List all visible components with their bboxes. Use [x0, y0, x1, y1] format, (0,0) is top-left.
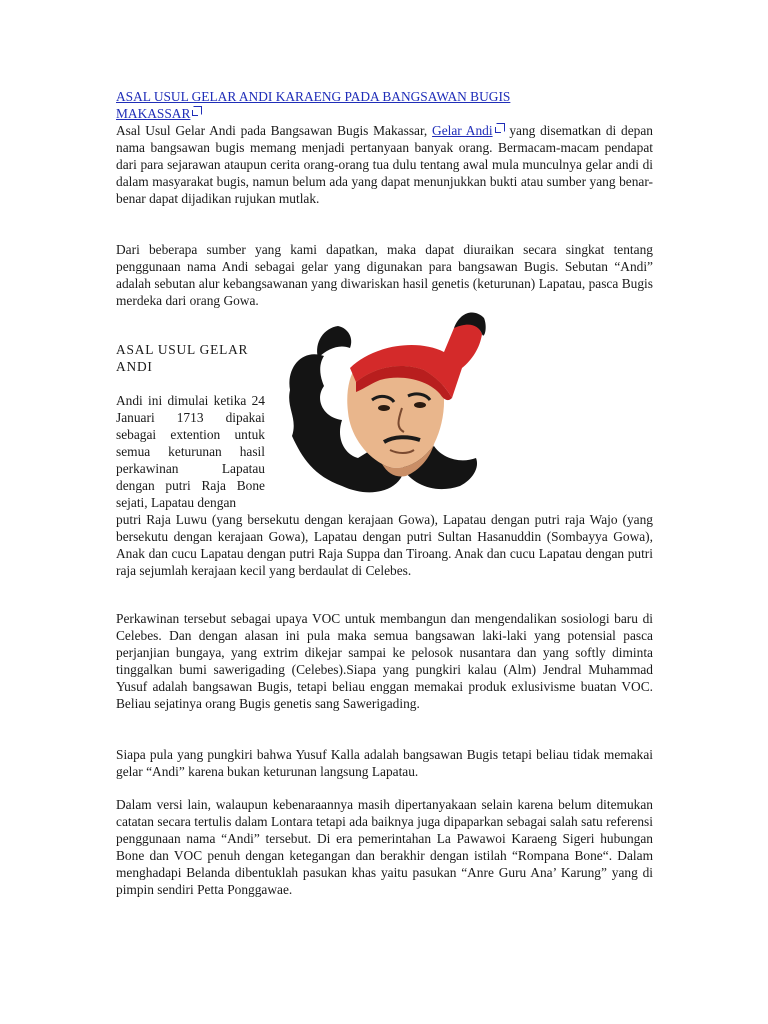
- sources-text: Dari beberapa sumber yang kami dapatkan, maka dapat diuraikan secara singkat tentang penggunaan nama Andi sebagai gelar yang digunakan para bangsawan Bugis. Sebutan “Andi” adalah sebutan alur kebangsawanan yang diwariskan hasil genetis (keturunan) Lapatau, pasca Bugis merdeka dari orang Gowa.: [116, 242, 653, 308]
- paragraph-versi-lain: [116, 796, 653, 898]
- paragraph-voc: [116, 610, 653, 712]
- lapatau-text: putri Raja Luwu (yang bersekutu dengan kerajaan Gowa), Lapatau dengan putri raja Wajo (yang bersekutu dengan kerajaan Gowa), Lapatau dengan putri Sultan Hasanuddin (Sombayya Gowa), Anak dan cucu Lapatau dengan putri Raja Suppa dan Tiroang. Anak dan cucu Lapatau dengan putri raja sejumlah kerajaan kecil yang berdaulat di Celebes.: [116, 512, 653, 578]
- article-title: [116, 88, 653, 122]
- intro-suffix: yang disematkan di depan nama bangsawan bugis memang menjadi pertanyaan banyak orang. Bermacam-macam pendapat dari para sejarawan ataupun cerita orang-orang tua dulu tentang awal mula munculnya gelar andi di dalam masyarakat bugis, namun belum ada yang dapat menunjukkan bukti atau sumber yang benar-benar dapat dijadikan rujukan mutlak.: [116, 123, 653, 206]
- title-link[interactable]: [116, 89, 510, 121]
- title-line-1: ASAL USUL GELAR ANDI KARAENG PADA BANGSAWAN BUGIS: [116, 89, 511, 104]
- external-link-icon: [496, 123, 505, 132]
- gelar-andi-link[interactable]: Gelar Andi: [432, 123, 493, 138]
- versi-lain-text: Dalam versi lain, walaupun kebenaraannya masih dipertanyakaan selain karena belum ditemukan catatan secara tertulis dalam Lontara tetapi ada baiknya juga dipaparkan sebagai salah satu referensi penggunaan nama “Andi” tersebut. Di era pemerintahan La Pawawoi Karaeng Sigeri hubungan Bone dan VOC penuh dengan ketegangan dan berakhir dengan istilah “Rompana Bone“. Dalam menghadapi Belanda dibentuklah pasukan khas yaitu pasukan “Anre Guru Ana’ Karung” yang di pimpin sendiri Petta Ponggawae.: [116, 797, 653, 897]
- paragraph-lapatau: [116, 511, 653, 579]
- external-link-icon: [193, 106, 202, 115]
- paragraph-kalla: [116, 746, 653, 780]
- title-line-2: MAKASSAR: [116, 106, 191, 121]
- voc-text: Perkawinan tersebut sebagai upaya VOC untuk membangun dan mengendalikan sosiologi baru di Celebes. Dan dengan alasan ini pula maka semua bangsawan laki-laki yang potensial pasca perjanjian bungaya, yang extrim dikejar sampai ke pelosok nusantara dan yang softly diminta tinggalkan bumi sawerigading (Celebes).Siapa yang pungkiri kalau (Alm) Jendral Muhammad Yusuf adalah bangsawan Bugis, tetapi beliau enggan memakai produk exlusivisme buatan VOC. Beliau sejatinya orang Bugis genetis sang Sawerigading.: [116, 611, 653, 711]
- paragraph-intro: [116, 122, 653, 207]
- section-heading: ASAL USUL GELAR ANDI: [116, 342, 249, 374]
- kalla-text: Siapa pula yang pungkiri bahwa Yusuf Kalla adalah bangsawan Bugis tetapi beliau tidak memakai gelar “Andi” karena bukan keturunan langsung Lapatau.: [116, 747, 653, 779]
- side-paragraph: Andi ini dimulai ketika 24 Januari 1713 dipakai sebagai extention untuk semua keturunan hasil perkawinan Lapatau dengan putri Raja Bone sejati, Lapatau dengan: [116, 393, 265, 510]
- bugis-portrait-image: [284, 308, 490, 498]
- intro-prefix: Asal Usul Gelar Andi pada Bangsawan Bugis Makassar,: [116, 123, 428, 138]
- paragraph-sources: [116, 241, 653, 309]
